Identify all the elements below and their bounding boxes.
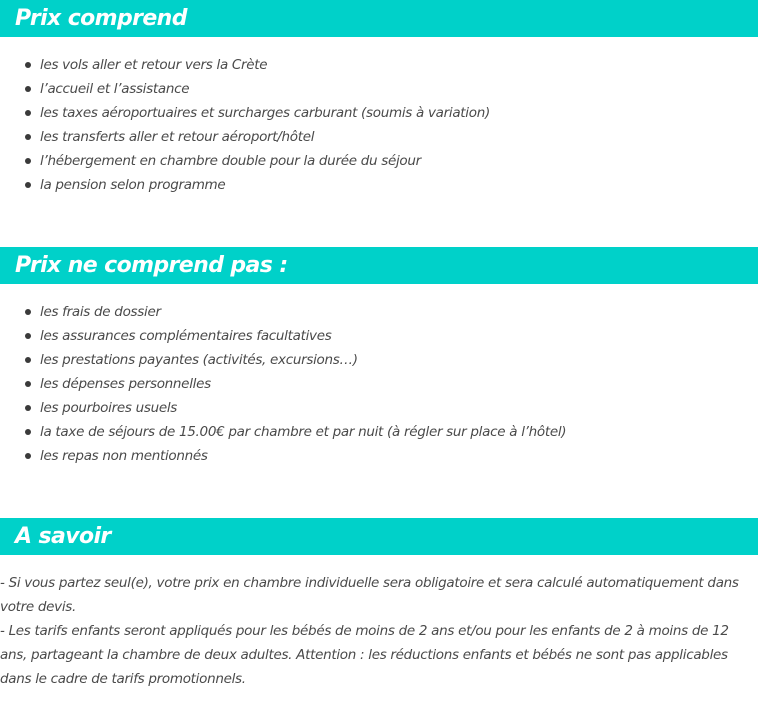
info-note-single-room: - Si vous partez seul(e), votre prix en chambre individuelle sera obligatoire et sera calculé automatiquement dans votre devis.	[0, 575, 739, 615]
list-item: les repas non mentionnés	[0, 444, 566, 468]
section-title-info: A savoir	[15, 524, 111, 549]
list-item: les vols aller et retour vers la Crète	[0, 53, 490, 77]
section-header-excluded	[0, 247, 758, 284]
section-title-included: Prix comprend	[15, 6, 187, 31]
bullet-icon	[25, 381, 31, 387]
info-note-child-rates: - Les tarifs enfants seront appliqués pour les bébés de moins de 2 ans et/ou pour les enfants de 2 à moins de 12 ans, partageant la chambre de deux adultes. Attention : les réductions enfants et bébés ne sont pas applicables dans le cadre de tarifs promotionnels.	[0, 623, 729, 687]
list-item: les assurances complémentaires facultatives	[0, 324, 566, 348]
list-item: les prestations payantes (activités, excursions…)	[0, 348, 566, 372]
bullet-icon	[25, 309, 31, 315]
list-item: l’accueil et l’assistance	[0, 77, 490, 101]
list-item: la taxe de séjours de 15.00€ par chambre et par nuit (à régler sur place à l’hôtel)	[0, 420, 566, 444]
bullet-icon	[25, 357, 31, 363]
bullet-icon	[25, 62, 31, 68]
bullet-icon	[25, 86, 31, 92]
section-header-included	[0, 0, 758, 37]
bullet-icon	[25, 182, 31, 188]
bullet-icon	[25, 158, 31, 164]
list-item: les pourboires usuels	[0, 396, 566, 420]
section-title-excluded: Prix ne comprend pas :	[15, 253, 288, 278]
list-item: les taxes aéroportuaires et surcharges carburant (soumis à variation)	[0, 101, 490, 125]
bullet-icon	[25, 429, 31, 435]
list-item: les dépenses personnelles	[0, 372, 566, 396]
list-item: la pension selon programme	[0, 173, 490, 197]
list-item: les frais de dossier	[0, 300, 566, 324]
bullet-icon	[25, 110, 31, 116]
bullet-icon	[25, 453, 31, 459]
excluded-list	[0, 300, 566, 468]
included-list	[0, 53, 490, 197]
list-item: les transferts aller et retour aéroport/hôtel	[0, 125, 490, 149]
bullet-icon	[25, 405, 31, 411]
section-header-info	[0, 518, 758, 555]
bullet-icon	[25, 134, 31, 140]
bullet-icon	[25, 333, 31, 339]
info-notes	[0, 571, 758, 691]
list-item: l’hébergement en chambre double pour la durée du séjour	[0, 149, 490, 173]
